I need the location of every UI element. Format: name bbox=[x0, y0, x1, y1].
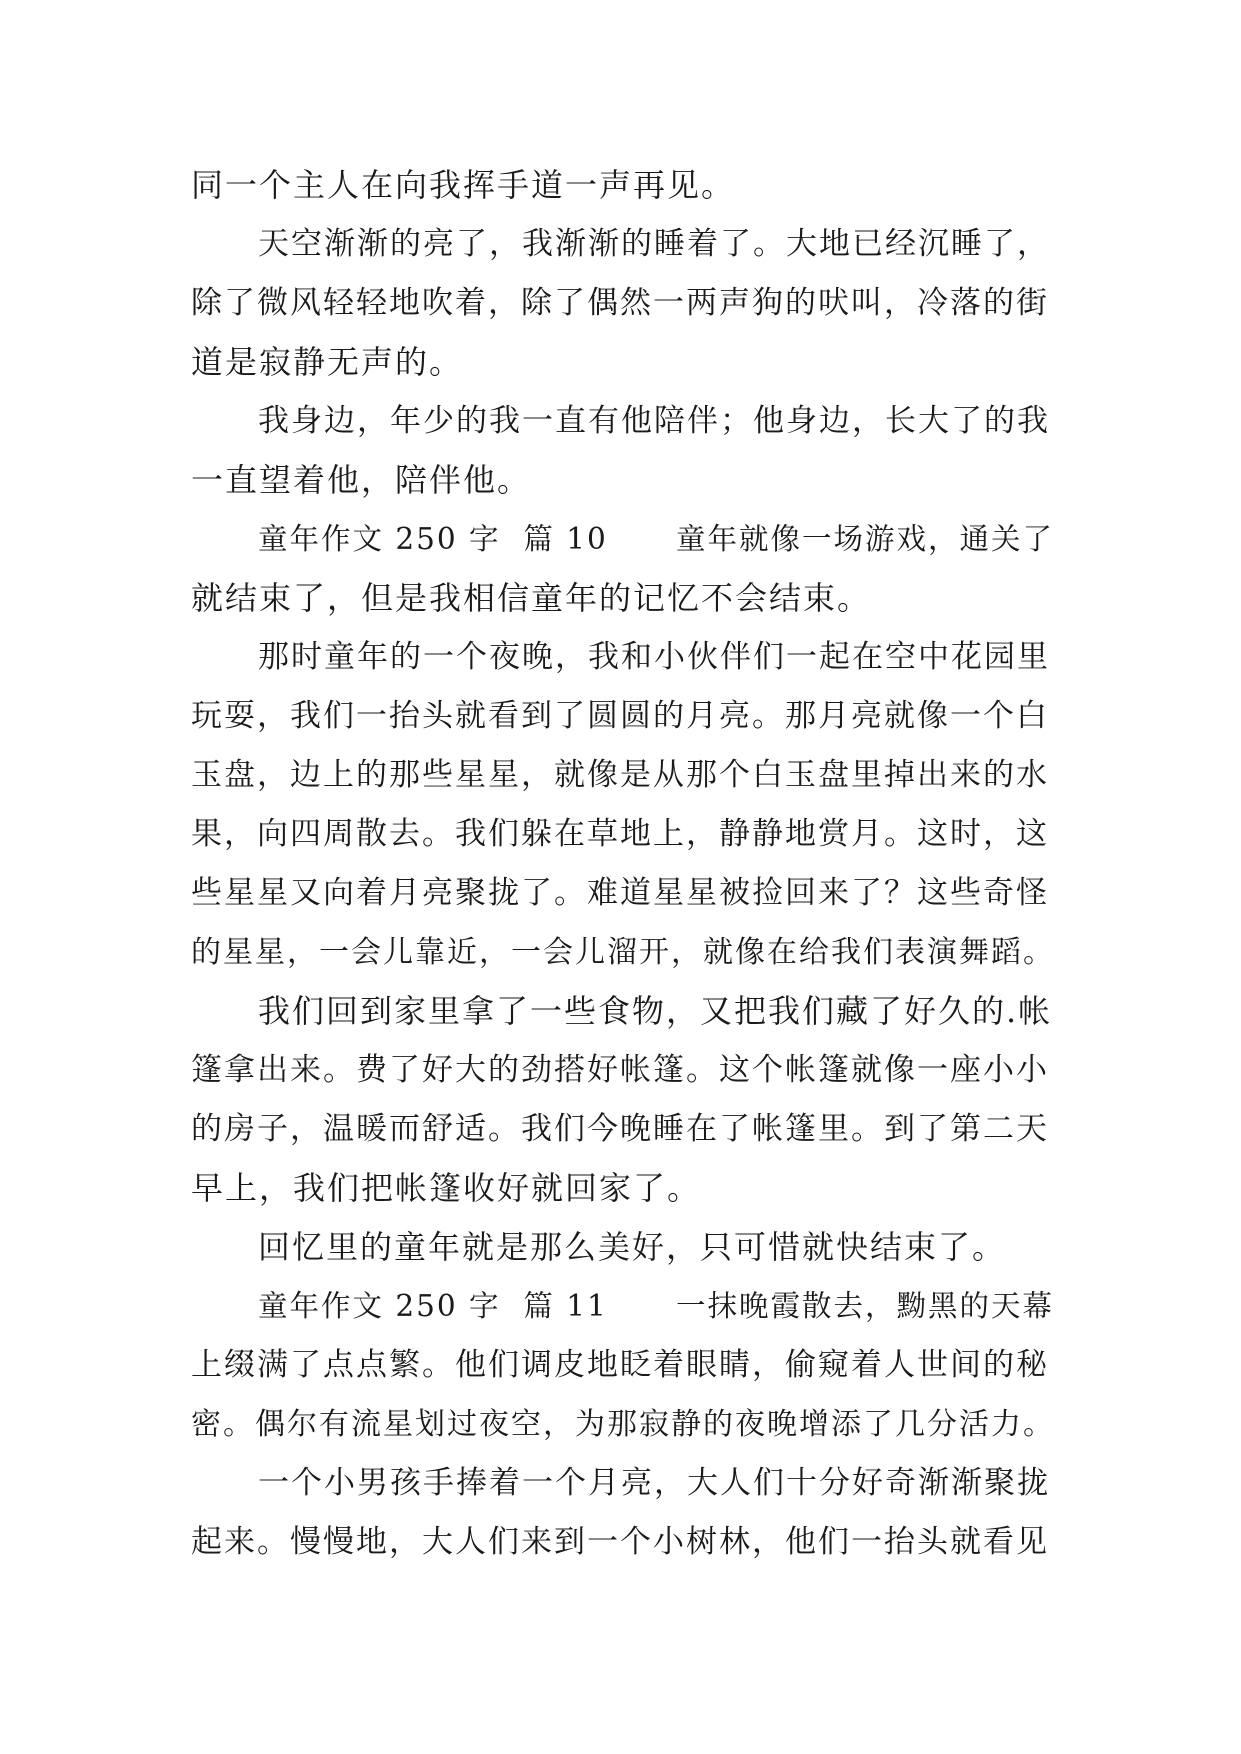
text-line: 篷拿出来。费了好大的劲搭好帐篷。这个帐篷就像一座小小 bbox=[191, 1052, 1049, 1088]
text-line: 果，向四周散去。我们躲在草地上，静静地赏月。这时，这 bbox=[191, 816, 1049, 852]
text-line: 早上，我们把帐篷收好就回家了。 bbox=[191, 1169, 702, 1207]
text-line: 天空渐渐的亮了，我渐渐的睡着了。大地已经沉睡了， bbox=[258, 226, 1050, 262]
text-line: 童年作文 250 字 篇 10 童年就像一场游戏，通关了 bbox=[258, 522, 1054, 556]
text-line: 的星星，一会儿靠近，一会儿溜开，就像在给我们表演舞蹈。 bbox=[191, 935, 1055, 970]
text-line: 我们回到家里拿了一些食物，又把我们藏了好久的.帐 bbox=[258, 992, 1053, 1030]
text-line: 同一个主人在向我挥手道一声再见。 bbox=[191, 166, 736, 204]
text-line: 玉盘，边上的那些星星，就像是从那个白玉盘里掉出来的水 bbox=[191, 757, 1049, 793]
text-line: 除了微风轻轻地吹着，除了偶然一两声狗的吠叫，冷落的街 bbox=[191, 285, 1049, 321]
text-line: 起来。慢慢地，大人们来到一个小树林，他们一抬头就看见 bbox=[191, 1524, 1049, 1560]
text-line: 密。偶尔有流星划过夜空，为那寂静的夜晚增添了几分活力。 bbox=[191, 1407, 1055, 1442]
text-line: 一直望着他，陪伴他。 bbox=[191, 461, 532, 499]
text-line: 一个小男孩手捧着一个月亮，大人们十分好奇渐渐聚拢 bbox=[258, 1465, 1050, 1501]
text-line: 些星星又向着月亮聚拢了。难道星星被捡回来了？这些奇怪 bbox=[191, 875, 1049, 911]
text-line: 那时童年的一个夜晚，我和小伙伴们一起在空中花园里 bbox=[258, 639, 1050, 675]
text-line: 道是寂静无声的。 bbox=[191, 343, 464, 381]
text-line: 的房子，温暖而舒适。我们今晚睡在了帐篷里。到了第二天 bbox=[191, 1111, 1049, 1147]
text-line: 上缀满了点点繁。他们调皮地眨着眼睛，偷窥着人世间的秘 bbox=[191, 1347, 1049, 1383]
text-line: 我身边，年少的我一直有他陪伴；他身边，长大了的我 bbox=[258, 403, 1050, 439]
text-line: 回忆里的童年就是那么美好，只可惜就快结束了。 bbox=[258, 1228, 1007, 1266]
text-line: 童年作文 250 字 篇 11 一抹晚霞散去，黝黑的天幕 bbox=[258, 1289, 1054, 1323]
text-line: 就结束了，但是我相信童年的记忆不会结束。 bbox=[191, 579, 872, 617]
document-body bbox=[191, 156, 1061, 1572]
text-line: 玩耍，我们一抬头就看到了圆圆的月亮。那月亮就像一个白 bbox=[191, 698, 1049, 734]
